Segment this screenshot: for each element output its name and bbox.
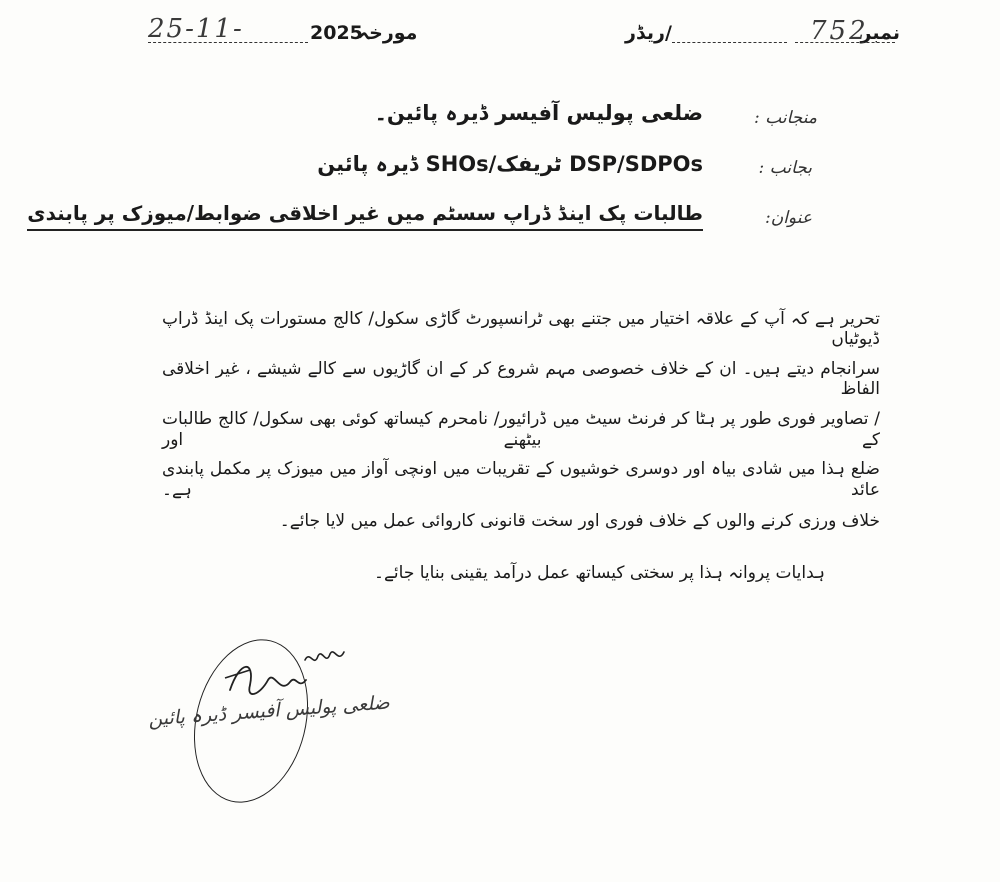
to-label: بجانب :: [758, 158, 812, 178]
from-label: منجانب :: [754, 108, 817, 128]
body-line-4: ضلع ہذا میں شادی بیاہ اور دوسری خوشیوں کے تقریبات میں اونچی آواز میں میوزک پر مکمل پابندی عائد ہے۔: [162, 459, 880, 500]
year-value: 2025: [310, 22, 363, 44]
number-value: 752: [810, 16, 869, 46]
body-line-5: خلاف ورزی کرنے والوں کے خلاف فوری اور سخت قانونی کاروائی عمل میں لایا جائے۔: [279, 511, 880, 531]
body-line-1: تحریر ہے کہ آپ کے علاقہ اختیار میں جتنے بھی ٹرانسپورٹ گاڑی سکول/ کالج مستورات پک اینڈ ڈراپ ڈیوٹیاں: [162, 309, 880, 349]
date-value: 25-11-: [148, 14, 244, 44]
reader-label: /ریڈر: [625, 22, 672, 44]
body-line-6: ہدایات پروانہ ہذا پر سختی کیساتھ عمل درآمد یقینی بنایا جائے۔: [373, 563, 825, 583]
dated-label: مورخہ: [358, 22, 418, 44]
subject-label: عنوان:: [765, 208, 812, 228]
number-label: نمبر: [860, 22, 900, 44]
number-dotted-line-2: [672, 42, 787, 43]
subject-value: طالبات پک اینڈ ڈراپ سسٹم میں غیر اخلاقی ضوابط/میوزک پر پابندی: [27, 201, 703, 231]
to-value: DSP/SDPOs ٹریفک/SHOs ڈیرہ پائین: [317, 152, 703, 176]
from-value: ضلعی پولیس آفیسر ڈیرہ پائین۔: [374, 101, 703, 125]
body-line-3: / تصاویر فوری طور پر ہٹا کر فرنٹ سیٹ میں ڈرائیور/ نامحرم کیساتھ کوئی بھی سکول/ کالج طالبات کے بیٹھنے اور: [162, 409, 880, 450]
body-line-2: سرانجام دیتے ہیں۔ ان کے خلاف خصوصی مہم شروع کر کے ان گاڑیوں سے کالے شیشے ، غیر اخلاقی الفاظ: [162, 359, 880, 399]
signature-designation: ضلعی پولیس آفیسر ڈیرہ پائین: [147, 691, 391, 731]
